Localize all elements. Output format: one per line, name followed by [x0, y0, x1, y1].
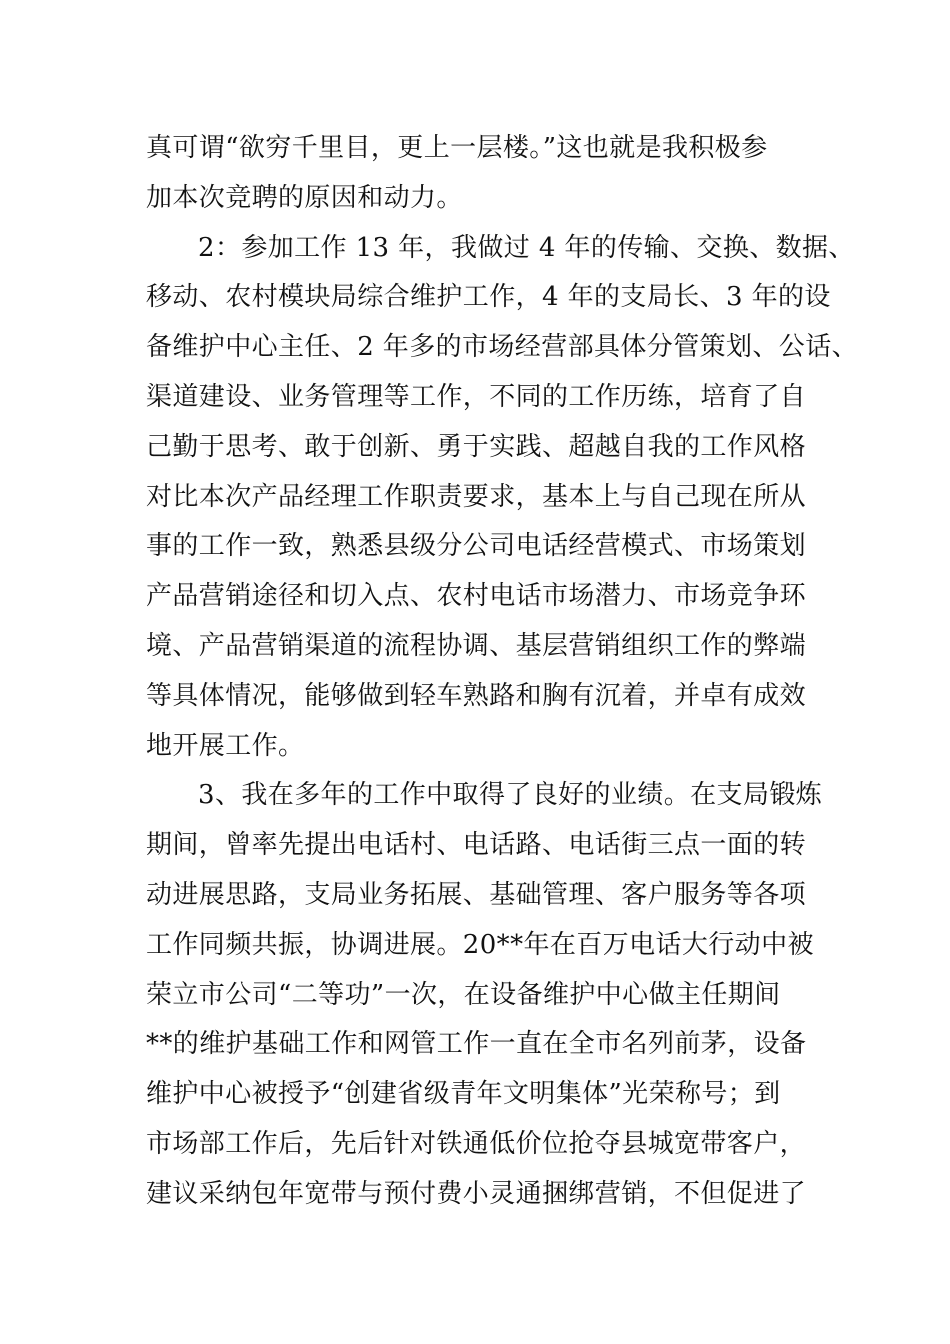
text-line-18: 荣立市公司“二等功”一次，在设备维护中心做主任期间: [146, 979, 781, 1010]
text-line-16: 动进展思路，支局业务拓展、基础管理、客户服务等各项: [146, 879, 807, 910]
text-line-1: 真可谓“欲穷千里目，更上一层楼。”这也就是我积极参: [146, 133, 768, 163]
text-line-8: 对比本次产品经理工作职责要求，基本上与自己现在所从: [146, 481, 807, 512]
text-line-7: 己勤于思考、敢于创新、勇于实践、超越自我的工作风格: [146, 431, 807, 462]
text-line-2: 加本次竞聘的原因和动力。: [146, 182, 463, 213]
body-text: [146, 124, 859, 1220]
text-line-19: **的维护基础工作和网管工作一直在全市名列前茅，设备: [146, 1029, 807, 1060]
text-line-17: 工作同频共振，协调进展。20**年在百万电话大行动中被: [146, 929, 814, 960]
text-line-21: 市场部工作后，先后针对铁通低价位抢夺县城宽带客户，: [146, 1128, 807, 1159]
text-line-4: 移动、农村模块局综合维护工作，4 年的支局长、3 年的设: [146, 282, 831, 313]
text-line-10: 产品营销途径和切入点、农村电话市场潜力、市场竞争环: [146, 581, 807, 612]
text-line-12: 等具体情况，能够做到轻车熟路和胸有沉着，并卓有成效: [146, 680, 807, 711]
text-line-13: 地开展工作。: [146, 730, 305, 761]
text-line-22: 建议采纳包年宽带与预付费小灵通捆绑营销，不但促进了: [146, 1178, 807, 1209]
text-line-6: 渠道建设、业务管理等工作，不同的工作历练，培育了自: [146, 381, 807, 412]
text-line-11: 境、产品营销渠道的流程协调、基层营销组织工作的弊端: [146, 630, 807, 661]
text-line-9: 事的工作一致，熟悉县级分公司电话经营模式、市场策划: [146, 531, 807, 562]
text-line-3: 2：参加工作 13 年，我做过 4 年的传输、交换、数据、: [198, 232, 855, 263]
text-line-14: 3、我在多年的工作中取得了良好的业绩。在支局锻炼: [198, 780, 823, 811]
text-line-5: 备维护中心主任、2 年多的市场经营部具体分管策划、公话、: [146, 332, 859, 363]
text-line-15: 期间，曾率先提出电话村、电话路、电话街三点一面的转: [146, 830, 807, 861]
text-line-20: 维护中心被授予“创建省级青年文明集体”光荣称号；到: [146, 1079, 781, 1110]
